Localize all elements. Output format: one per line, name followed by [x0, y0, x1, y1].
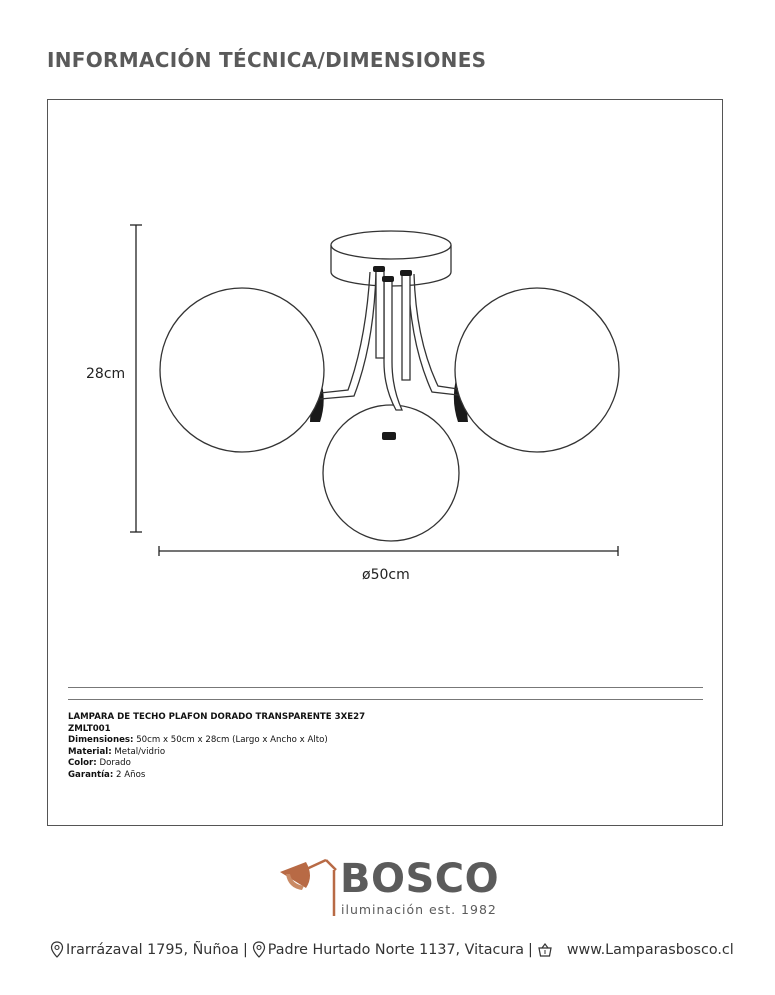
- right-globe: [455, 288, 619, 452]
- spec-row-material: [68, 747, 365, 759]
- center-globe: [323, 405, 459, 541]
- brand-tagline: iluminación est. 1982: [341, 902, 497, 917]
- spec-label: Garantía:: [68, 769, 114, 780]
- shopping-basket-icon: [537, 942, 553, 958]
- divider-line: [68, 687, 703, 688]
- website-link[interactable]: www.Lamparasbosco.cl: [566, 941, 734, 958]
- spec-row-dimensions: [68, 735, 365, 747]
- address-nunoa: Irarrázaval 1795, Ñuñoa: [66, 941, 239, 958]
- location-pin-icon: [50, 941, 64, 958]
- separator: |: [242, 941, 248, 958]
- height-dimension-line: [130, 225, 142, 532]
- spec-value: Metal/vidrio: [114, 746, 166, 757]
- product-name: LAMPARA DE TECHO PLAFON DORADO TRANSPARENTE 3XE27: [68, 712, 366, 722]
- product-specs: [68, 712, 365, 781]
- lamp-logo-icon: [278, 858, 340, 918]
- address-vitacura: Padre Hurtado Norte 1137, Vitacura: [267, 941, 525, 958]
- spec-value: Dorado: [99, 758, 131, 768]
- spec-label: Dimensiones:: [68, 735, 134, 745]
- brand-name: BOSCO: [340, 856, 500, 902]
- left-globe: [160, 288, 324, 452]
- page-title: INFORMACIÓN TÉCNICA/DIMENSIONES: [47, 48, 487, 72]
- spec-value: 2 Años: [116, 769, 146, 780]
- separator: |: [528, 941, 533, 958]
- height-label: 28cm: [86, 366, 126, 382]
- divider-line: [68, 699, 703, 700]
- lamp-drawing: [48, 100, 724, 580]
- width-dimension-line: [159, 546, 618, 556]
- spec-row-warranty: [68, 770, 365, 782]
- center-arm: [376, 270, 410, 410]
- spec-value: 50cm x 50cm x 28cm (Largo x Ancho x Alto): [136, 735, 328, 745]
- spec-label: Color:: [68, 758, 97, 768]
- spec-row-color: [68, 758, 365, 770]
- footer-contact: [50, 941, 734, 958]
- width-label: ø50cm: [362, 567, 410, 583]
- bosco-logo: [278, 856, 498, 922]
- product-code: ZMLT001: [68, 723, 111, 734]
- spec-label: Material:: [68, 746, 112, 757]
- technical-drawing-frame: [47, 99, 723, 826]
- location-pin-icon: [252, 941, 266, 958]
